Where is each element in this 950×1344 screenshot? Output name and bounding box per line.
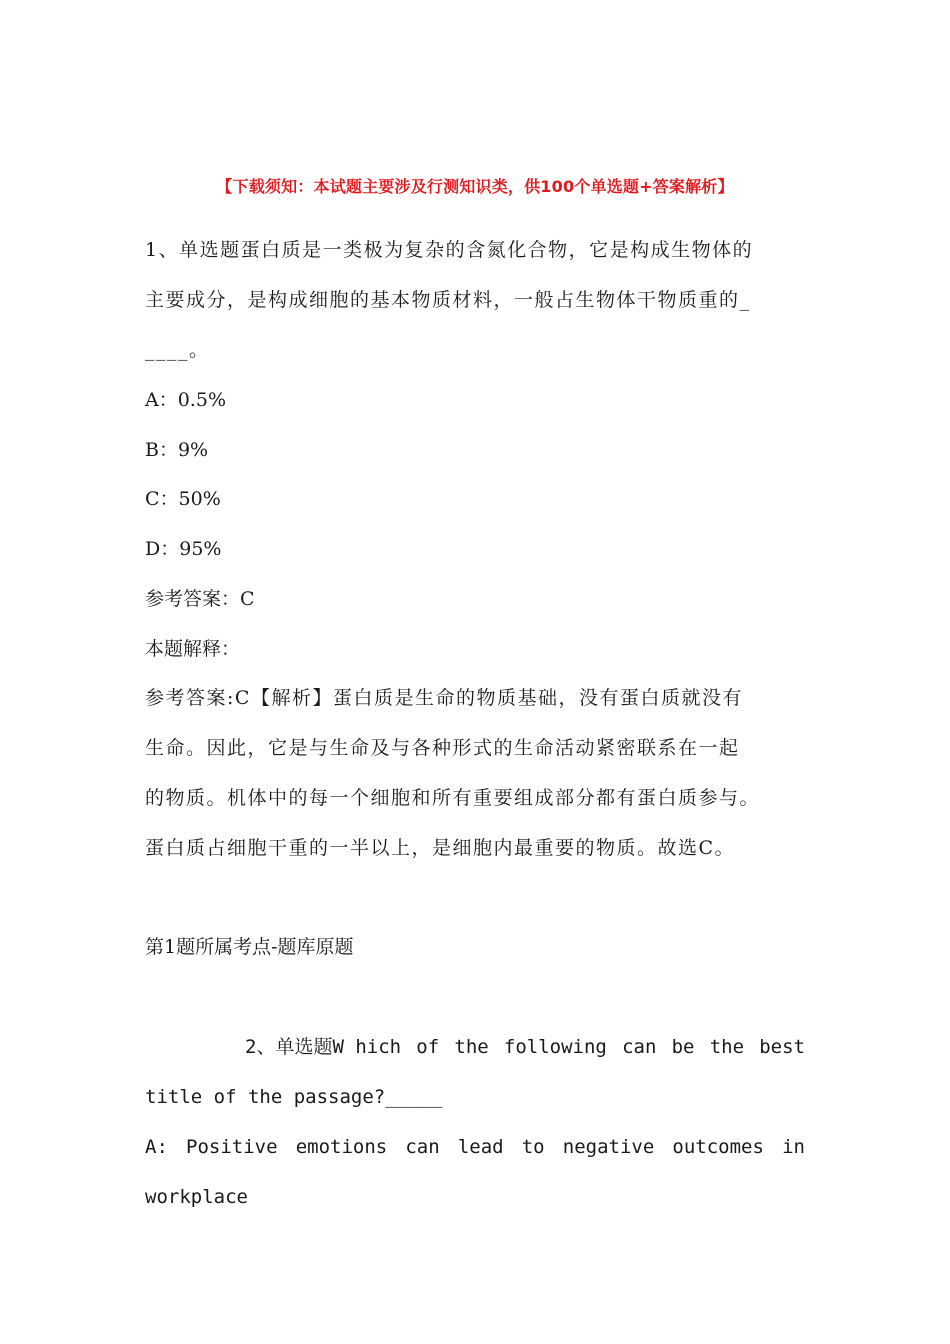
q2-option-a-line-2: workplace [145, 1186, 248, 1208]
q1-answer: 参考答案：C [145, 588, 255, 610]
q1-explain-line-2: 生命。因此，它是与生命及与各种形式的生命活动紧密联系在一起 [145, 737, 740, 759]
q2-stem-line-1 [245, 1035, 805, 1059]
q2-option-a-word: negative [562, 1136, 655, 1158]
q2-option-a-word: emotions [295, 1136, 388, 1158]
q2-option-a-word: can [405, 1136, 440, 1158]
q1-explain-line-1: 参考答案:C【解析】蛋白质是生命的物质基础，没有蛋白质就没有 [145, 687, 743, 709]
q1-stem-line-3: ____。 [145, 339, 210, 361]
q2-stem-word: 2、单选题W hich [245, 1036, 402, 1058]
q2-stem-line-2: title of the passage?_____ [145, 1086, 443, 1108]
download-notice: 【下载须知：本试题主要涉及行测知识类，供100个单选题+答案解析】 [216, 177, 734, 196]
q1-topic: 第1题所属考点-题库原题 [145, 936, 354, 958]
q2-stem-word: following [503, 1036, 607, 1058]
q2-option-a-word: Positive [186, 1136, 278, 1158]
q1-explain-label: 本题解释： [145, 638, 241, 660]
q1-explain-line-4: 蛋白质占细胞干重的一半以上，是细胞内最重要的物质。故选C。 [145, 837, 736, 859]
q2-stem-word: of [416, 1036, 440, 1058]
q2-option-a-word: outcomes [672, 1136, 764, 1158]
q2-stem-word: can [622, 1036, 657, 1058]
q2-option-a-word: A: [145, 1136, 168, 1158]
q1-stem-line-2: 主要成分，是构成细胞的基本物质材料，一般占生物体干物质重的_ [145, 289, 751, 311]
q2-option-a-line-1 [145, 1135, 805, 1159]
q1-option-a: A：0.5% [145, 389, 226, 411]
q2-stem-word: the [709, 1036, 745, 1058]
q2-option-a-word: lead [457, 1136, 504, 1158]
q2-option-a-word: to [521, 1136, 545, 1158]
q1-option-d: D：95% [145, 538, 222, 560]
q2-stem-word: best [759, 1036, 805, 1058]
q1-explain-line-3: 的物质。机体中的每一个细胞和所有重要组成部分都有蛋白质参与。 [145, 787, 761, 809]
q1-option-b: B：9% [145, 439, 209, 461]
q2-option-a-word: in [782, 1136, 805, 1158]
q1-option-c: C：50% [145, 488, 221, 510]
q2-stem-word: the [454, 1036, 489, 1058]
q1-stem-line-1: 1、单选题蛋白质是一类极为复杂的含氮化合物，它是构成生物体的 [145, 239, 754, 261]
q2-stem-word: be [671, 1036, 695, 1058]
